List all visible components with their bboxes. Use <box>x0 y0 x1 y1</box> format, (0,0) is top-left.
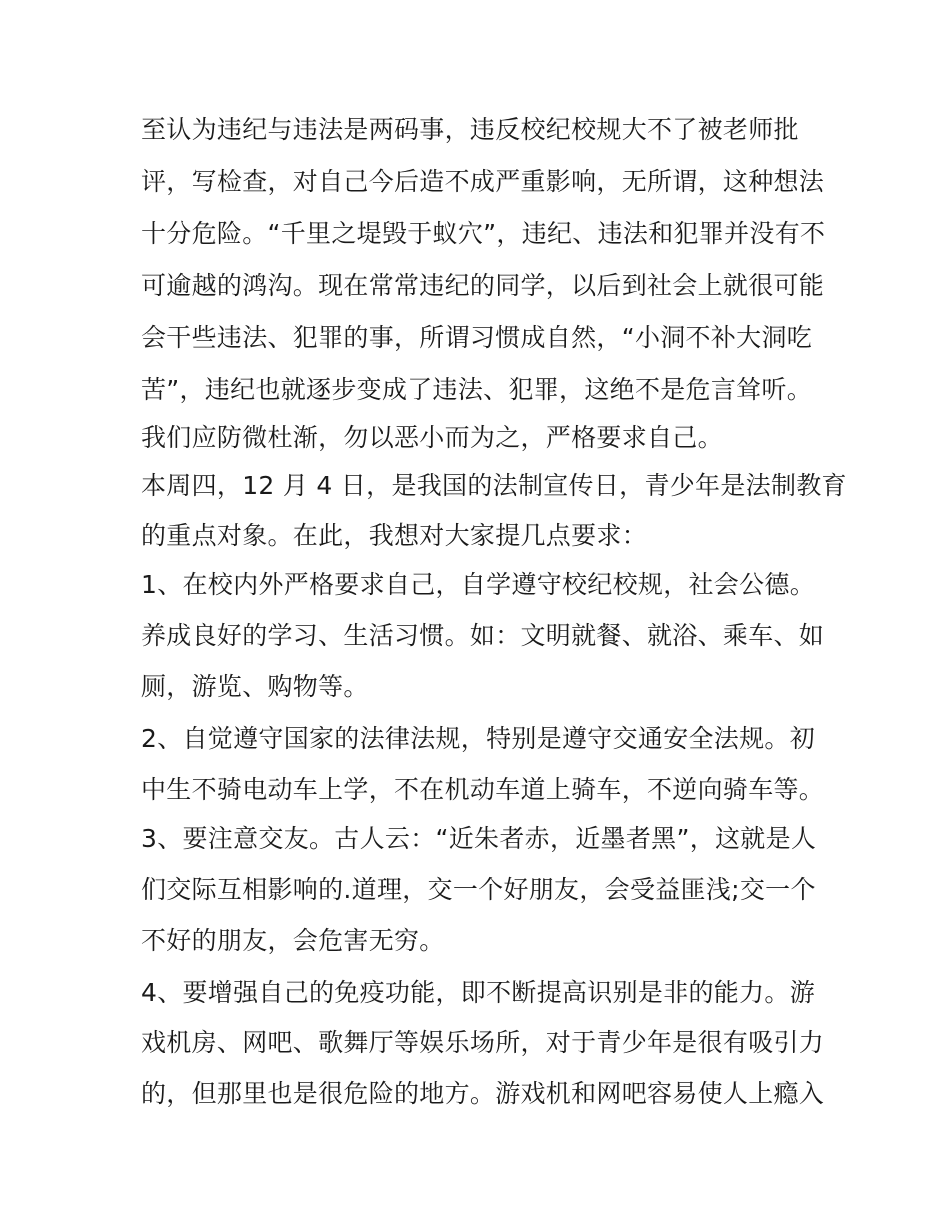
text-line: 的重点对象。在此，我想对大家提几点要求： <box>141 521 648 550</box>
text-line: 中生不骑电动车上学，不在机动车道上骑车，不逆向骑车等。 <box>141 775 825 804</box>
text-line: 4、要增强自己的免疫功能，即不断提高识别是非的能力。游 <box>141 978 816 1007</box>
text-line: 戏机房、网吧、歌舞厅等娱乐场所，对于青少年是很有吸引力 <box>141 1028 825 1057</box>
text-line: 的，但那里也是很危险的地方。游戏机和网吧容易使人上瘾入 <box>141 1079 825 1108</box>
text-line: 十分危险。“千里之堤毁于蚁穴”，违纪、违法和犯罪并没有不 <box>141 219 826 248</box>
text-line: 可逾越的鸿沟。现在常常违纪的同学，以后到社会上就很可能 <box>141 271 825 300</box>
text-line: 2、自觉遵守国家的法律法规，特别是遵守交通安全法规。初 <box>141 724 816 753</box>
text-line: 们交际互相影响的.道理，交一个好朋友，会受益匪浅;交一个 <box>141 875 816 904</box>
text-line: 1、在校内外严格要求自己，自学遵守校纪校规，社会公德。 <box>141 570 816 599</box>
text-line: 3、要注意交友。古人云：“近朱者赤，近墨者黑”，这就是人 <box>141 824 817 853</box>
text-line: 苦”，违纪也就逐步变成了违法、犯罪，这绝不是危言耸听。 <box>141 375 813 404</box>
text-line: 我们应防微杜渐，勿以恶小而为之，严格要求自己。 <box>141 423 723 452</box>
text-line: 厕，游览、购物等。 <box>141 672 369 701</box>
text-line: 至认为违纪与违法是两码事，违反校纪校规大不了被老师批 <box>141 115 799 144</box>
text-line: 不好的朋友，会危害无穷。 <box>141 926 445 955</box>
text-line: 本周四，12 月 4 日，是我国的法制宣传日，青少年是法制教育 <box>141 471 847 500</box>
text-line: 会干些违法、犯罪的事，所谓习惯成自然，“小洞不补大洞吃 <box>141 323 813 352</box>
text-line: 评，写检查，对自己今后造不成严重影响，无所谓，这种想法 <box>141 167 825 196</box>
text-line: 养成良好的学习、生活习惯。如：文明就餐、就浴、乘车、如 <box>141 621 825 650</box>
